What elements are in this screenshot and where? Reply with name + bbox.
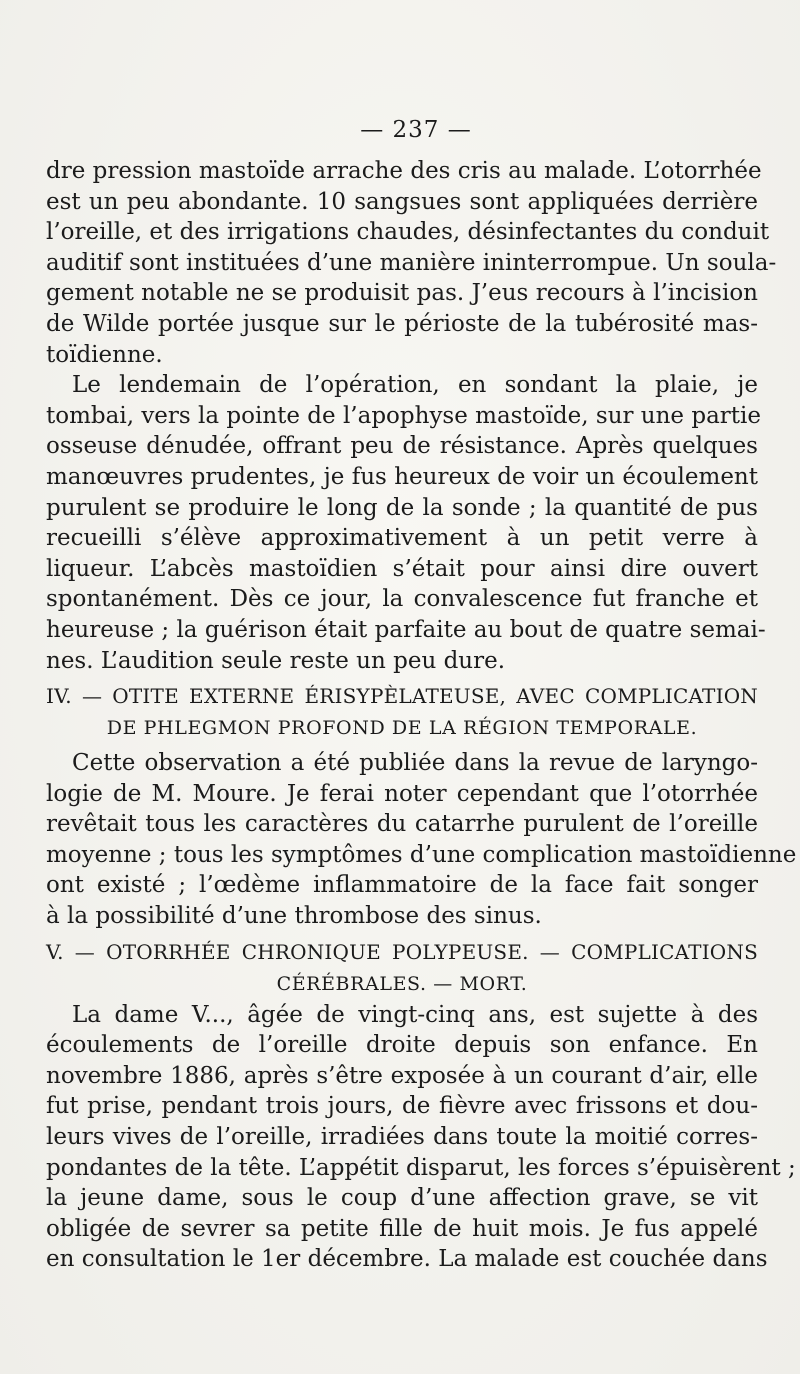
text-line: heureuse ; la guérison était parfaite au bout de quatre semai- [46,616,766,643]
section-heading: CÉRÉBRALES. — MORT. [276,972,528,995]
text-line: est un peu abondante. 10 sangsues sont appliquées derrière [46,188,758,215]
text-line: recueilli s’élève approximativement à un petit verre à [46,525,758,552]
text-line: liqueur. L’abcès mastoïdien s’était pour ainsi dire ouvert [46,555,758,582]
text-line: obligée de sevrer sa petite fille de huit mois. Je fus appelé [46,1215,758,1242]
text-line: spontanément. Dès ce jour, la convalescence fut franche et [46,586,758,613]
text-line: gement notable ne se produisit pas. J’eus recours à l’incision [46,280,758,307]
page-text [46,104,797,1275]
text-line: à la possibilité d’une thrombose des sinus. [46,903,542,930]
text-line: écoulements de l’oreille droite depuis son enfance. En [46,1032,758,1059]
text-line: pondantes de la tête. L’appétit disparut, les forces s’épuisèrent ; [46,1154,796,1181]
text-line: Le lendemain de l’opération, en sondant la plaie, je [72,372,758,399]
section-heading: DE PHLEGMON PROFOND DE LA RÉGION TEMPORALE. [106,717,698,740]
text-line: osseuse dénudée, offrant peu de résistance. Après quelques [46,433,758,460]
text-line: ont existé ; l’œdème inflammatoire de la face fait songer [46,872,758,899]
paragraph-1 [46,156,777,370]
text-line: toïdienne. [46,341,163,368]
text-line: leurs vives de l’oreille, irradiées dans toute la moitié corres- [46,1124,758,1151]
text-line: novembre 1886, après s’être exposée à un courant d’air, elle [46,1062,758,1089]
text-line: manœuvres prudentes, je fus heureux de voir un écoulement [46,463,758,490]
text-line: la jeune dame, sous le coup d’une affection grave, se vit [46,1185,758,1212]
text-line: nes. L’audition seule reste un peu dure. [46,647,506,674]
text-line: de Wilde portée jusque sur le périoste de la tubérosité mas- [46,310,758,337]
text-line: fut prise, pendant trois jours, de fièvre avec frissons et dou- [46,1093,758,1120]
text-line: moyenne ; tous les symptômes d’une complication mastoïdienne [46,841,797,868]
text-line: La dame V..., âgée de vingt-cinq ans, est sujette à des [72,1001,758,1028]
text-line: tombai, vers la pointe de l’apophyse mastoïde, sur une partie [46,402,761,429]
paragraph-2 [46,370,766,676]
text-line: revêtait tous les caractères du catarrhe purulent de l’oreille [46,811,758,838]
text-line: purulent se produire le long de la sonde ; la quantité de pus [46,494,758,521]
section-heading: V. — OTORRHÉE CHRONIQUE POLYPEUSE. — COMPLICATIONS [46,939,758,964]
text-line: Cette observation a été publiée dans la revue de laryngo- [72,750,758,777]
text-line: dre pression mastoïde arrache des cris au malade. L’otorrhée [46,158,762,184]
text-line: auditif sont instituées d’une manière ininterrompue. Un soula- [46,249,777,276]
page-number: — 237 — [360,117,472,143]
section-heading: IV. — OTITE EXTERNE ÉRISYPÈLATEUSE, AVEC COMPLICATION [46,684,758,709]
section-v [46,936,796,1275]
text-line: logie de M. Moure. Je ferai noter cependant que l’otorrhée [46,780,758,807]
text-line: en consultation le 1er décembre. La malade est couchée dans [46,1246,768,1273]
section-iv [46,680,797,932]
text-line: l’oreille, et des irrigations chaudes, désinfectantes du conduit [46,219,770,246]
